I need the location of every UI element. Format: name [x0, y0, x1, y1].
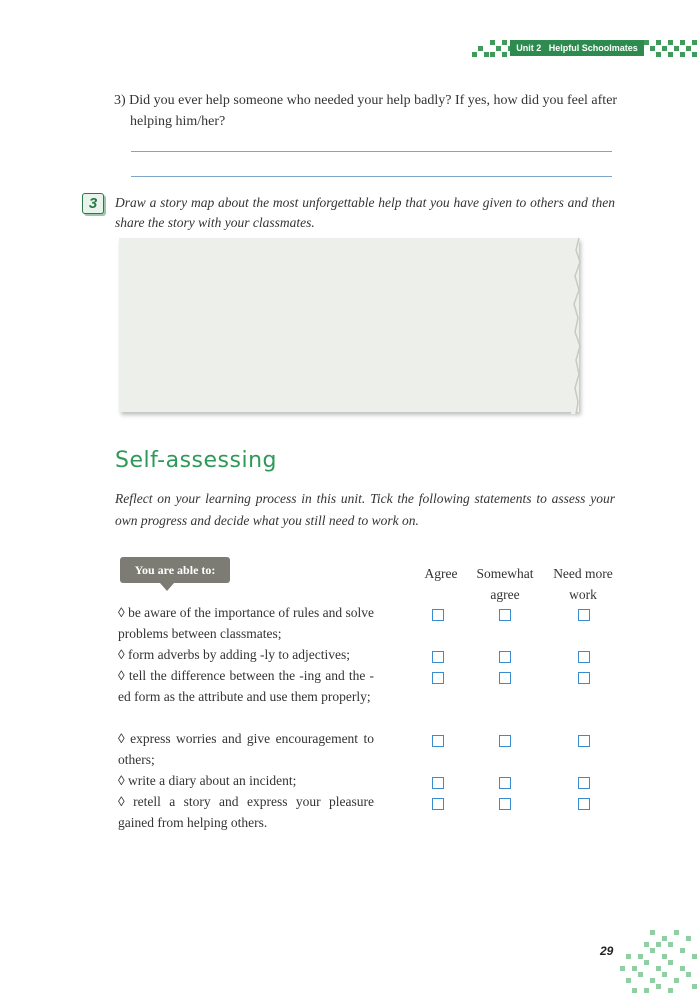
unit-header-banner: [510, 40, 644, 56]
question-text-line1: Did you ever help someone who needed your help badly? If yes, how did you feel after: [129, 93, 618, 108]
statement-text: retell a story and express your pleasure gained from helping others.: [118, 794, 374, 830]
checkbox-need-more-work[interactable]: [578, 609, 590, 621]
checkbox-somewhat-agree[interactable]: [499, 609, 511, 621]
you-are-able-to-tag: You are able to:: [120, 557, 230, 583]
checkbox-somewhat-agree[interactable]: [499, 777, 511, 789]
checkbox-agree[interactable]: [432, 735, 444, 747]
checkbox-agree[interactable]: [432, 672, 444, 684]
column-header-agree: [420, 563, 462, 584]
unit-label: Unit 2: [516, 43, 542, 53]
task-3-badge: 3: [82, 193, 104, 214]
question-text-line2: helping him/her?: [130, 114, 226, 129]
story-map-drawing-area[interactable]: [119, 238, 579, 412]
statement-3: [118, 665, 374, 707]
answer-line-1[interactable]: [131, 151, 612, 152]
checkbox-agree[interactable]: [432, 777, 444, 789]
checkbox-need-more-work[interactable]: [578, 651, 590, 663]
column-header-somewhat-agree: [470, 563, 540, 605]
agree-label: Agree: [424, 566, 458, 581]
diamond-bullet-icon: ◊: [118, 605, 125, 620]
header-pixel-tail: [644, 40, 700, 58]
checkbox-somewhat-agree[interactable]: [499, 735, 511, 747]
diamond-bullet-icon: ◊: [118, 668, 125, 683]
self-assessing-title: Self-assessing: [115, 448, 277, 473]
checkbox-agree[interactable]: [432, 609, 444, 621]
checkbox-agree[interactable]: [432, 651, 444, 663]
somewhat-label: Somewhat: [476, 566, 534, 581]
statement-6: [118, 791, 374, 833]
statement-text: express worries and give encouragement to others;: [118, 731, 375, 767]
statement-text: write a diary about an incident;: [128, 773, 297, 788]
header-pixel-decoration: [472, 40, 514, 58]
statement-text: be aware of the importance of rules and solve problems between classmates;: [118, 605, 375, 641]
task-3-instructions: Draw a story map about the most unforgettable help that you have given to others and then share the story with your classmates.: [115, 195, 615, 230]
checkbox-need-more-work[interactable]: [578, 777, 590, 789]
statement-text: form adverbs by adding -ly to adjectives;: [128, 647, 350, 662]
question-3: [114, 90, 624, 132]
diamond-bullet-icon: ◊: [118, 773, 125, 788]
statement-5: [118, 770, 374, 791]
checkbox-need-more-work[interactable]: [578, 798, 590, 810]
checkbox-need-more-work[interactable]: [578, 735, 590, 747]
self-assessing-instructions: Reflect on your learning process in this unit. Tick the following statements to assess your own progress and decide what you still need to work on.: [115, 491, 615, 528]
statement-4: [118, 728, 374, 770]
answer-line-2[interactable]: [131, 176, 612, 177]
somewhat-agree-label: agree: [490, 587, 520, 602]
checkbox-agree[interactable]: [432, 798, 444, 810]
checkbox-somewhat-agree[interactable]: [499, 651, 511, 663]
checkbox-somewhat-agree[interactable]: [499, 672, 511, 684]
diamond-bullet-icon: ◊: [118, 731, 125, 746]
statement-text: tell the difference between the -ing and the -ed form as the attribute and use them properly;: [118, 668, 375, 704]
checkbox-somewhat-agree[interactable]: [499, 798, 511, 810]
footer-pixel-decoration: [620, 930, 700, 996]
column-header-need-more-work: [545, 563, 621, 605]
torn-paper-edge: [571, 238, 585, 414]
page-number: 29: [600, 944, 614, 958]
checkbox-need-more-work[interactable]: [578, 672, 590, 684]
statement-1: [118, 602, 374, 644]
need-more-label: Need more: [553, 566, 613, 581]
diamond-bullet-icon: ◊: [118, 647, 125, 662]
question-number: 3): [114, 93, 126, 108]
unit-title: Helpful Schoolmates: [548, 43, 638, 53]
need-more-work-label: work: [569, 587, 597, 602]
diamond-bullet-icon: ◊: [118, 794, 125, 809]
statement-2: [118, 644, 374, 665]
